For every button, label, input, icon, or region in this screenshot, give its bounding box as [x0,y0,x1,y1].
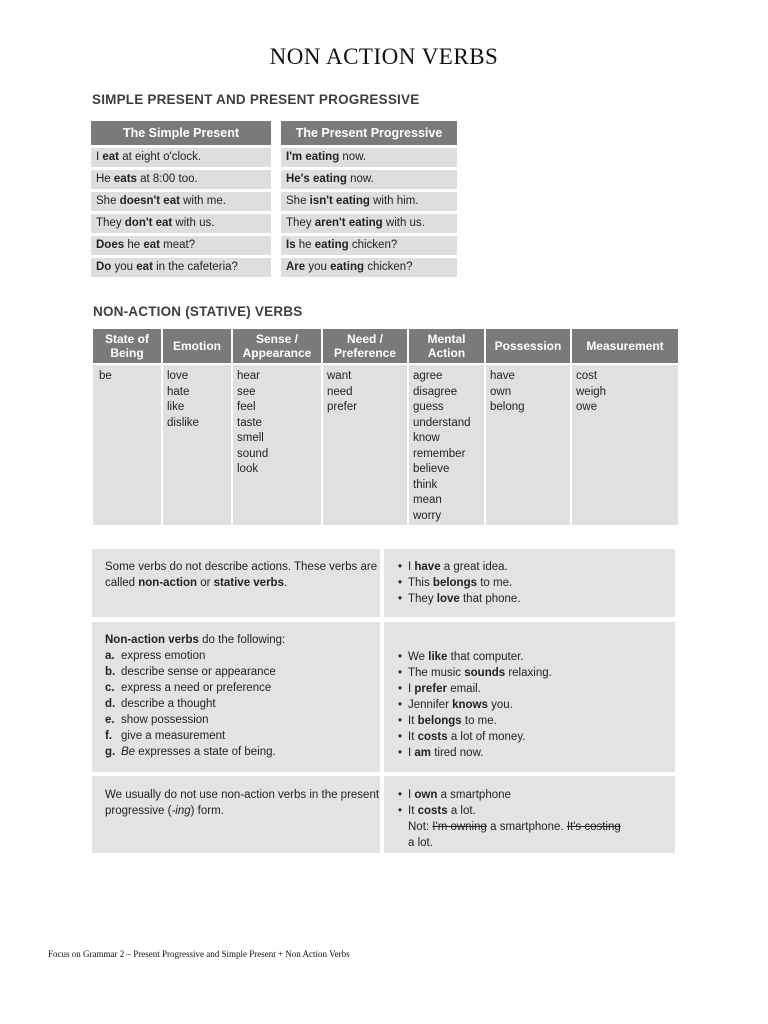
note-box-1-right [384,549,675,617]
present-progressive-table [281,121,457,277]
verb-word: hate [167,385,190,398]
present-progressive-row-bold2: eating [314,239,349,251]
not-strike-2: It's costing [566,821,621,833]
simple-present-row [91,192,271,211]
box2-intro-text: do the following: [198,634,286,646]
present-progressive-row-post: now. [339,151,367,163]
present-progressive-row-pre: She [286,195,310,207]
function-letter: a. [105,650,115,662]
not-mid: a smartphone. [486,821,567,833]
function-letter: b. [105,666,116,678]
bullet-glyph: • [398,651,403,663]
simple-present-row-bold: Does [96,239,125,251]
example-sentence-pre: I [408,747,415,759]
bullet-glyph: • [398,683,403,695]
column-header-state-of-being: State of Being [93,329,161,363]
simple-present-row-post: at eight o'clock. [119,151,202,163]
function-letter: e. [105,714,115,726]
function-item [105,728,380,744]
present-progressive-row-bold: He's eating [286,173,347,185]
function-text: show possession [121,714,209,726]
note1-mid: or [197,577,214,589]
verb-word: sound [237,447,269,460]
present-progressive-row [281,148,457,167]
note-box-1-left [92,549,380,617]
present-progressive-row-bold: Is [286,239,296,251]
column-header-mental-action: Mental Action [409,329,484,363]
simple-present-row-pre: I [96,151,103,163]
bullet-glyph: • [398,789,403,801]
simple-present-row-post: at 8:00 too. [136,173,198,185]
verb-word: need [327,385,353,398]
present-progressive-row [281,236,457,255]
column-words [93,365,161,525]
present-progressive-row-post2: chicken? [348,239,398,251]
verb-word: cost [576,370,598,382]
verb-word: see [237,385,256,398]
verb-word: taste [237,416,262,429]
simple-present-row-bold2: eat [136,261,153,273]
simple-present-row-pre: They [96,217,125,229]
present-progressive-row-post2: chicken? [364,261,413,273]
verb-word: mean [413,494,442,506]
function-item [105,680,380,696]
example-sentence-post: that phone. [459,593,521,605]
not-strike-1: I'm owning [432,821,487,833]
simple-present-row [91,170,271,189]
verb-word: agree [413,370,443,382]
example-sentence [398,745,675,761]
function-item [105,664,380,680]
bullet-glyph: • [398,593,403,605]
function-text: expresses a state of being. [135,746,276,758]
function-italic: Be [121,746,136,758]
example-sentence-post: a lot. [447,805,476,817]
simple-present-row-post2: meat? [159,239,196,251]
note1-text: Some verbs do not describe actions. These verbs are called [105,561,378,589]
not-label: Not: [408,821,430,833]
verb-word: look [237,463,259,475]
example-sentence-pre: It [408,805,418,817]
verb-word: want [327,370,352,382]
simple-present-row [91,148,271,167]
simple-present-row [91,214,271,233]
example-sentence-post: email. [447,683,481,695]
present-progressive-row [281,170,457,189]
present-progressive-row [281,258,457,277]
verb-word: hear [237,370,261,382]
example-sentence [398,591,675,607]
example-sentence [398,803,675,819]
bullet-glyph: • [398,561,403,573]
simple-present-row [91,236,271,255]
example-sentence-pre: They [408,593,437,605]
page-title: NON ACTION VERBS [269,44,499,69]
example-sentence-pre: I [408,789,415,801]
present-progressive-rows [281,148,457,277]
example-sentence [398,787,675,803]
example-sentence-bold: am [414,747,432,759]
note3-examples [398,787,675,819]
function-letter: f. [105,730,113,742]
function-text: describe sense or appearance [121,666,276,678]
verb-word: disagree [413,385,458,398]
bullet-glyph: • [398,715,403,727]
simple-present-row-bold: Do [96,261,112,273]
verb-word: have [490,370,515,382]
present-progressive-row-bold: aren't eating [314,217,383,229]
note3-not-end: a lot. [408,837,433,849]
present-progressive-row-bold2: eating [330,261,364,273]
example-sentence-bold: own [414,789,438,801]
example-sentence [398,559,675,575]
example-sentence-post: you. [487,699,513,711]
simple-present-row-post2: in the cafeteria? [152,261,238,273]
column-header-sense-appearance: Sense / Appearance [233,329,321,363]
present-progressive-row-bold: isn't eating [309,195,370,207]
column-header-need-preference: Need / Preference [323,329,407,363]
note3-text: We usually do not use non-action verbs in the present progressive ( [105,789,380,817]
example-sentence-post: to me. [477,577,513,589]
note-box-3-right [384,776,675,853]
present-progressive-row-pre: They [286,217,315,229]
example-sentence-post: tired now. [431,747,484,759]
verb-word: weigh [576,385,607,398]
verb-word: love [167,370,189,382]
simple-present-row [91,258,271,277]
example-sentence [398,713,675,729]
footer-text: Focus on Grammar 2 – Present Progressive and Simple Present + Non Action Verbs [48,949,350,959]
verb-word: be [99,370,112,382]
present-progressive-row [281,214,457,233]
bullet-glyph: • [398,577,403,589]
note1-bold-stative: stative verbs [213,577,284,589]
example-sentence-pre: I [408,561,415,573]
simple-present-row-bold2: eat [143,239,160,251]
example-sentence-post: relaxing. [505,667,552,679]
example-sentence-pre: This [408,577,433,589]
example-sentence [398,665,675,681]
example-sentence-bold: sounds [464,667,506,679]
column-header-measurement: Measurement [572,329,678,363]
function-item [105,744,380,760]
verb-word: guess [413,401,444,413]
function-letter: d. [105,698,116,710]
example-sentence-pre: It [408,731,418,743]
bullet-glyph: • [398,747,403,759]
example-sentence-post: a great idea. [440,561,508,573]
column-words [163,365,231,525]
verb-word: dislike [167,416,199,429]
note-box-2-right [384,622,675,772]
present-progressive-row-bold: Are [286,261,306,273]
example-sentence-bold: prefer [414,683,447,695]
function-text: give a measurement [121,730,226,742]
verb-word: understand [413,416,471,429]
example-sentence-bold: belongs [417,715,462,727]
example-sentence-bold: costs [417,805,448,817]
verb-word: prefer [327,401,358,413]
note1-bold-nonaction: non-action [138,577,198,589]
note-box-2-left [92,622,380,772]
bullet-glyph: • [398,731,403,743]
present-progressive-row-post: now. [346,173,374,185]
simple-present-row-bold: doesn't eat [119,195,180,207]
column-header-emotion: Emotion [163,329,231,363]
present-progressive-row-post: he [295,239,315,251]
simple-present-row-bold: don't eat [124,217,173,229]
note3-post: ) form. [190,805,224,817]
verb-word: feel [237,401,256,413]
verb-word: own [490,385,512,398]
section1-heading: SIMPLE PRESENT AND PRESENT PROGRESSIVE [92,92,420,107]
example-sentence-post: a lot of money. [447,731,526,743]
verb-word: remember [413,447,466,460]
example-sentence-post: to me. [461,715,497,727]
example-sentence-bold: knows [452,699,488,711]
present-progressive-header: The Present Progressive [281,121,457,145]
note3-italic: -ing [171,805,191,817]
column-words [233,365,321,525]
example-sentence-pre: It [408,715,418,727]
note-box-3-left [92,776,380,853]
function-letter: g. [105,746,116,758]
simple-present-row-pre: She [96,195,120,207]
example-sentence-bold: love [436,593,460,605]
verb-word: smell [237,432,264,444]
column-words [572,365,678,525]
note3-not-line [398,819,675,835]
function-letter: c. [105,682,115,694]
example-sentence-pre: We [408,651,429,663]
simple-present-row-pre: He [96,173,114,185]
simple-present-row-post: you [111,261,137,273]
column-words [323,365,407,525]
function-text: express emotion [121,650,206,662]
verb-word: belong [490,401,525,413]
example-sentence-post: that computer. [447,651,524,663]
column-words [486,365,570,525]
simple-present-row-post: with me. [179,195,226,207]
present-progressive-row-post: you [305,261,331,273]
verb-word: know [413,432,440,444]
column-words [409,365,484,525]
example-sentence-bold: costs [417,731,448,743]
present-progressive-row-post: with us. [382,217,425,229]
example-sentence-post: a smartphone [437,789,511,801]
function-text: express a need or preference [121,682,272,694]
bullet-glyph: • [398,667,403,679]
note1-post: . [283,577,288,589]
column-header-possession: Possession [486,329,570,363]
example-sentence-bold: have [414,561,441,573]
simple-present-table [91,121,271,277]
box2-intro [105,632,380,648]
function-item [105,712,380,728]
box2-intro-bold: Non-action verbs [105,634,199,646]
example-sentence-bold: like [428,651,448,663]
example-sentence [398,697,675,713]
example-sentence-pre: The music [408,667,465,679]
simple-present-row-bold: eats [113,173,137,185]
non-action-verbs-table [93,329,673,525]
simple-present-rows [91,148,271,277]
example-sentence [398,649,675,665]
example-sentence-pre: I [408,683,415,695]
example-sentence [398,575,675,591]
bullet-glyph: • [398,805,403,817]
example-sentence-pre: Jennifer [408,699,453,711]
verb-word: worry [413,509,442,522]
example-sentence [398,729,675,745]
verb-word: owe [576,401,598,413]
present-progressive-row-post: with him. [369,195,419,207]
function-item [105,696,380,712]
function-text: describe a thought [121,698,216,710]
example-sentence-bold: belongs [432,577,478,589]
simple-present-row-post: with us. [172,217,215,229]
simple-present-header: The Simple Present [91,121,271,145]
simple-present-row-bold: eat [102,151,120,163]
present-progressive-row [281,192,457,211]
present-progressive-row-bold: I'm eating [286,151,340,163]
section2-heading: NON-ACTION (STATIVE) VERBS [93,304,303,319]
simple-present-row-post: he [124,239,144,251]
verb-word: like [167,401,185,413]
bullet-glyph: • [398,699,403,711]
function-item [105,648,380,664]
verb-word: believe [413,463,450,475]
example-sentence [398,681,675,697]
verb-word: think [413,478,438,491]
